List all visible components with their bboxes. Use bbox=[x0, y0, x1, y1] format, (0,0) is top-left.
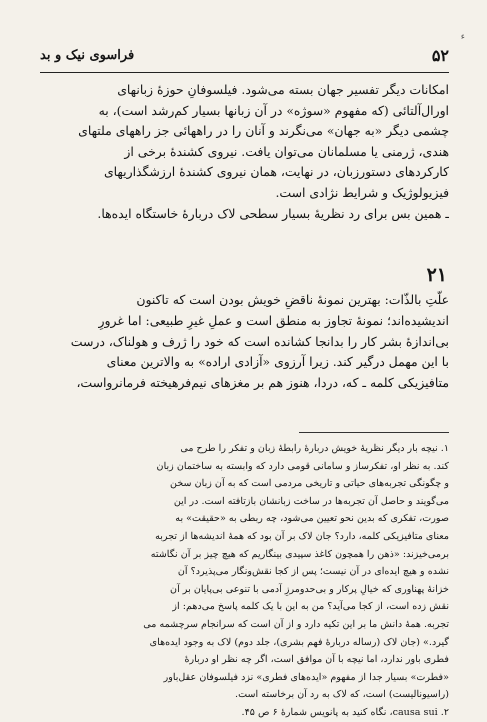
section-number: ۲۱ bbox=[426, 264, 447, 286]
running-title: فراسوی نیک و بد bbox=[40, 48, 135, 63]
footnotes bbox=[32, 440, 449, 722]
footnote-line: می‌گویند و حاصل آن تجربه‌ها در ساخت زبانشان بازتافته است. در این bbox=[173, 495, 449, 507]
text-line: اندیشیده‌اند؛ نمونهٔ تجاوز به منطق است و عملِ غیرِ طبیعی: اما غرورِ bbox=[98, 312, 449, 328]
text-line: فیزیولوژیک و شرایط نژادی است. bbox=[275, 184, 449, 200]
footnote-line: (راسیونالیست) است، که لاک به رد آن برخاسته است. bbox=[235, 689, 449, 701]
footnote-line: تجربه. همهٔ دانش ما بر این تکیه دارد و از آن است که سرانجام سرچشمه می‌ bbox=[143, 618, 449, 630]
text-line: با این مهمل درگیر کند. زیرا آرزوی «آزادی اراده» به والاترین معنای bbox=[106, 354, 449, 370]
section-20-continuation bbox=[32, 80, 449, 224]
footnote-line: ۱. نیچه بار دیگر نظریهٔ خویش دربارهٔ رابطهٔ زبان و تفکر را طرح می‌ bbox=[180, 443, 449, 454]
footnote-line: نقش زده است، از کجا می‌آید؟ من به این با یک کلمه پاسخ می‌دهم: از bbox=[172, 601, 449, 613]
text-line: بی‌اندازهٔ بشر کار را بدانجا کشانده است که خود را ژرف و هولناک، درست bbox=[70, 333, 449, 349]
footnote-line: ۲. causa sui، نگاه کنید به پانویس شمارهٔ ۶ ص ۴۵. bbox=[241, 706, 449, 718]
text-line: ـ همین بس برای رد نظریهٔ بسیار سطحی لاک دربارهٔ خاستگاه ایده‌ها. bbox=[97, 205, 449, 221]
text-line: امکانات دیگر تفسیر جهان بسته می‌شود. فیلسوفانِ حوزهٔ زبانهای bbox=[117, 82, 449, 97]
text-line: علّتِ بالذّات: بهترین نمونهٔ ناقضِ خویش بودن است که تاکنون bbox=[136, 292, 449, 307]
footnote-divider bbox=[299, 432, 449, 433]
running-header bbox=[40, 42, 449, 73]
section-21-body bbox=[32, 290, 449, 394]
footnote-line: فطری باور ندارد، اما نیچه با آن موافق است، اگر چه نظر او دربارهٔ bbox=[184, 654, 449, 666]
text-line: متافیزیکی کلمه ـ که، دردا، هنوز هم بر مغزهای نیم‌فرهیخته فرمانرواست، bbox=[76, 375, 449, 391]
footnote-line: معنای متافیزیکی کلمه، دارد؟ جان لاک بر آن بود که همهٔ اندیشه‌ها از تجربه bbox=[155, 530, 449, 542]
footnote-line: برمی‌خیزند: «ذهن را همچون کاغذ سپیدی بینگاریم که هیچ چیز بر آن نگاشته bbox=[150, 548, 449, 560]
text-line: کارکردهای دستورزبان، در نهایت، همان نیروی کشندهٔ ارزشگذاریهای bbox=[103, 164, 449, 180]
footnote-line: گیرد.» (جان لاک (رساله دربارهٔ فهم بشری)، جلد دوم) لاک به وجود ایده‌های bbox=[149, 636, 449, 648]
footnote-line: نشده و هیچ ایده‌ای در آن نیست؛ پس از کجا نقش‌ونگار می‌پذیرد؟ آن bbox=[177, 566, 449, 578]
footnote-line: کند. به نظر او، تفکرساز و سامانی قومی دارد که وابسته به ساختمان زبان bbox=[156, 460, 449, 472]
corner-mark: ء bbox=[460, 32, 465, 42]
page-number: ۵۲ bbox=[431, 46, 449, 65]
text-line: اورال‌آلتائی (که مفهوم «سوژه» در آن زبانها بسیار کم‌رشد است)، به bbox=[98, 102, 449, 118]
footnote-line: صورت، تفکری که بدین نحو تعیین می‌شود، چه ربطی به «حقیقت» به bbox=[175, 513, 449, 525]
footnote-line: و چگونگی تجربه‌های حیاتی و تاریخی مردمی است که به آن زبان سخن bbox=[170, 478, 449, 490]
footnote-line: خزانهٔ پهناوری که خیالِ پرکار و بی‌حدومرزِ آدمی با تنوعی بی‌پایان بر آن bbox=[170, 583, 449, 595]
footnote-line: «فطرت» بسیار جدا از مفهوم «ایده‌های فطری» نزد فیلسوفان عقل‌باور bbox=[163, 671, 449, 683]
text-line: هندی، ژرمنی یا مسلمانان می‌توان یافت. نیروی کشندهٔ برخی از bbox=[124, 143, 449, 159]
text-line: چشمی دیگر «به جهان» می‌نگرند و آنان را در راههائی جز راههای ملتهای bbox=[78, 123, 449, 139]
